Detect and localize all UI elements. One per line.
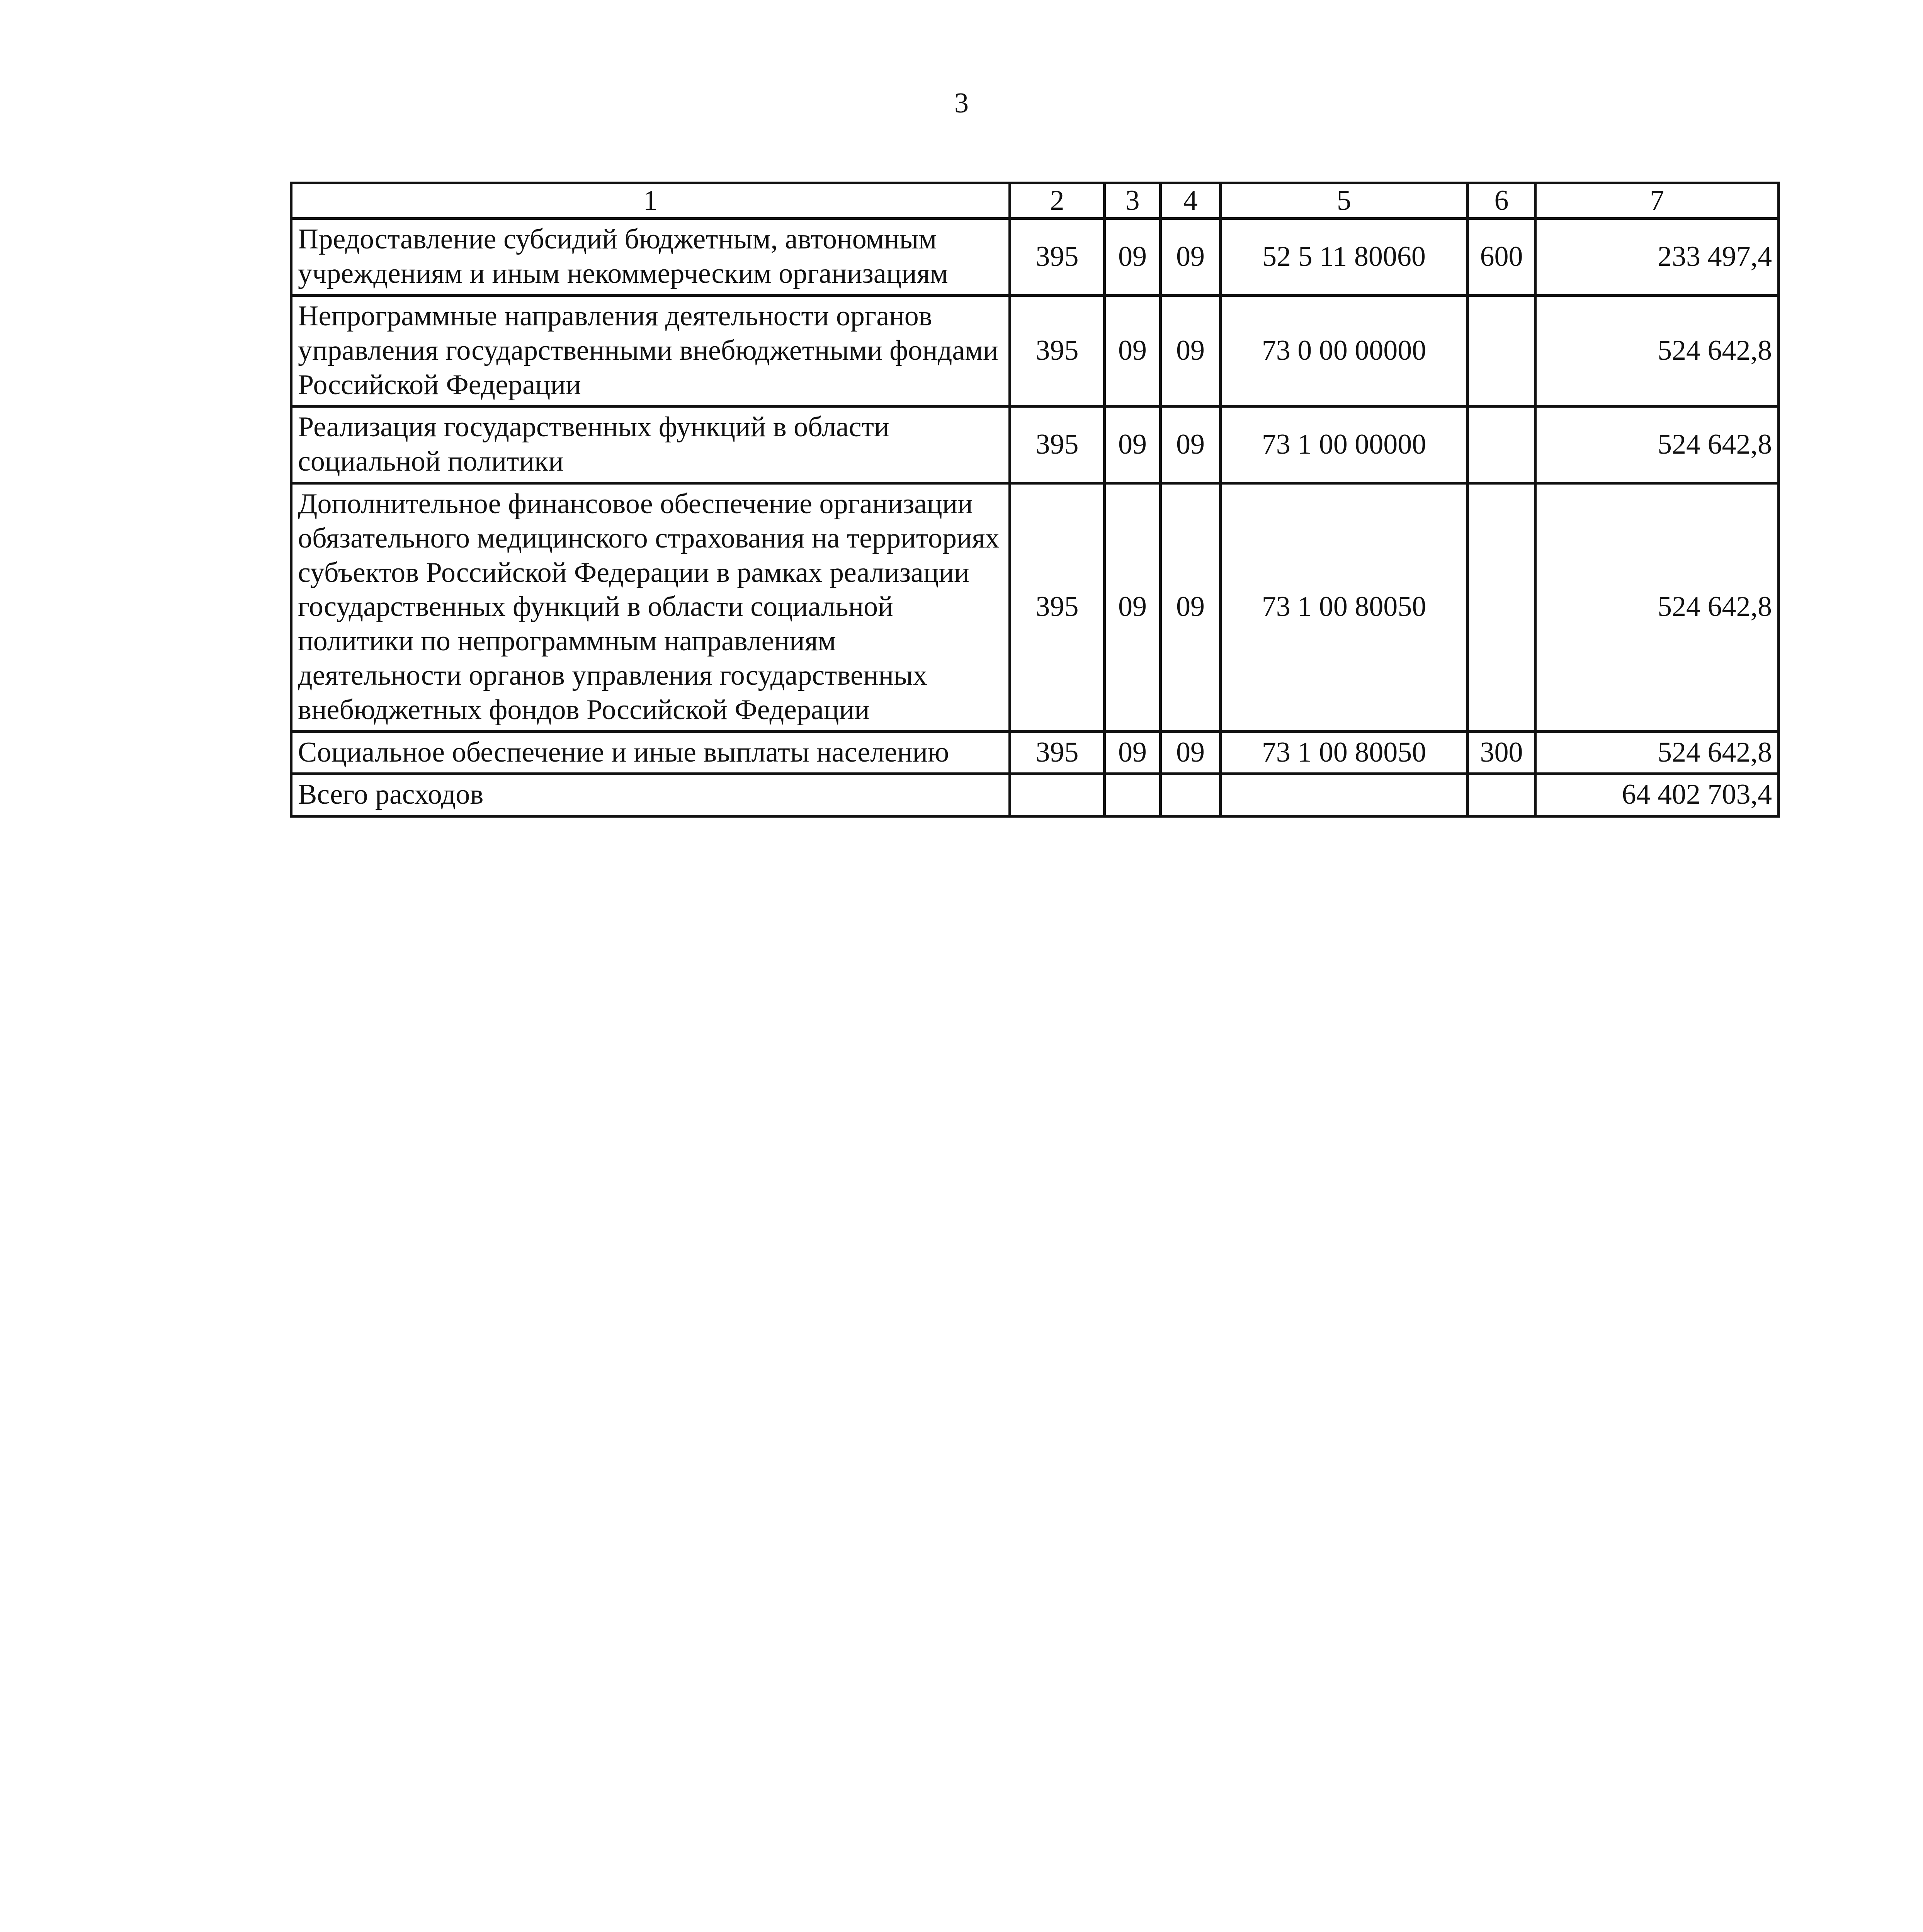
- row-ministry-code: 395: [1010, 295, 1105, 406]
- row-ministry-code: 395: [1010, 731, 1105, 774]
- row-subsection-code: 09: [1161, 219, 1221, 296]
- row-ministry-code: 395: [1010, 483, 1105, 731]
- total-empty-cell: [1010, 774, 1105, 816]
- header-cell-5: 5: [1221, 183, 1468, 219]
- header-cell-4: 4: [1161, 183, 1221, 219]
- total-empty-cell: [1161, 774, 1221, 816]
- row-section-code: 09: [1105, 406, 1161, 483]
- row-expense-type: [1468, 483, 1535, 731]
- row-section-code: 09: [1105, 483, 1161, 731]
- total-empty-cell: [1221, 774, 1468, 816]
- table-row: [291, 483, 1779, 731]
- header-cell-1: 1: [291, 183, 1010, 219]
- row-target-article: 73 1 00 80050: [1221, 483, 1468, 731]
- row-target-article: 73 0 00 00000: [1221, 295, 1468, 406]
- table-row: [291, 219, 1779, 296]
- row-amount: 233 497,4: [1535, 219, 1779, 296]
- table-row: [291, 731, 1779, 774]
- row-section-code: 09: [1105, 295, 1161, 406]
- row-target-article: 73 1 00 00000: [1221, 406, 1468, 483]
- row-expense-type: 600: [1468, 219, 1535, 296]
- row-name: Дополнительное финансовое обеспечение организации обязательного медицинского страхования на территориях субъектов Российской Федерации в рамках реализации государственных функций в области социальной политики по непрограммным направлениям деятельности органов управления государственных внебюджетных фондов Российской Федерации: [291, 483, 1010, 731]
- row-ministry-code: 395: [1010, 406, 1105, 483]
- row-expense-type: [1468, 406, 1535, 483]
- row-amount: 524 642,8: [1535, 406, 1779, 483]
- row-section-code: 09: [1105, 731, 1161, 774]
- row-section-code: 09: [1105, 219, 1161, 296]
- header-row: [291, 183, 1779, 219]
- row-amount: 524 642,8: [1535, 483, 1779, 731]
- row-ministry-code: 395: [1010, 219, 1105, 296]
- row-subsection-code: 09: [1161, 483, 1221, 731]
- row-amount: 524 642,8: [1535, 295, 1779, 406]
- table-row: [291, 295, 1779, 406]
- total-label: Всего расходов: [291, 774, 1010, 816]
- row-amount: 524 642,8: [1535, 731, 1779, 774]
- table-row: [291, 406, 1779, 483]
- page-number: 3: [954, 87, 969, 119]
- row-name: Предоставление субсидий бюджетным, автономным учреждениям и иным некоммерческим организациям: [291, 219, 1010, 296]
- budget-table: [290, 182, 1780, 818]
- row-name: Непрограммные направления деятельности органов управления государственными внебюджетными фондами Российской Федерации: [291, 295, 1010, 406]
- row-target-article: 73 1 00 80050: [1221, 731, 1468, 774]
- header-cell-7: 7: [1535, 183, 1779, 219]
- total-amount: 64 402 703,4: [1535, 774, 1779, 816]
- row-expense-type: 300: [1468, 731, 1535, 774]
- row-subsection-code: 09: [1161, 731, 1221, 774]
- row-name: Реализация государственных функций в области социальной политики: [291, 406, 1010, 483]
- total-empty-cell: [1105, 774, 1161, 816]
- header-cell-2: 2: [1010, 183, 1105, 219]
- row-subsection-code: 09: [1161, 295, 1221, 406]
- row-name: Социальное обеспечение и иные выплаты населению: [291, 731, 1010, 774]
- total-row: [291, 774, 1779, 816]
- row-target-article: 52 5 11 80060: [1221, 219, 1468, 296]
- row-expense-type: [1468, 295, 1535, 406]
- row-subsection-code: 09: [1161, 406, 1221, 483]
- header-cell-3: 3: [1105, 183, 1161, 219]
- header-cell-6: 6: [1468, 183, 1535, 219]
- total-empty-cell: [1468, 774, 1535, 816]
